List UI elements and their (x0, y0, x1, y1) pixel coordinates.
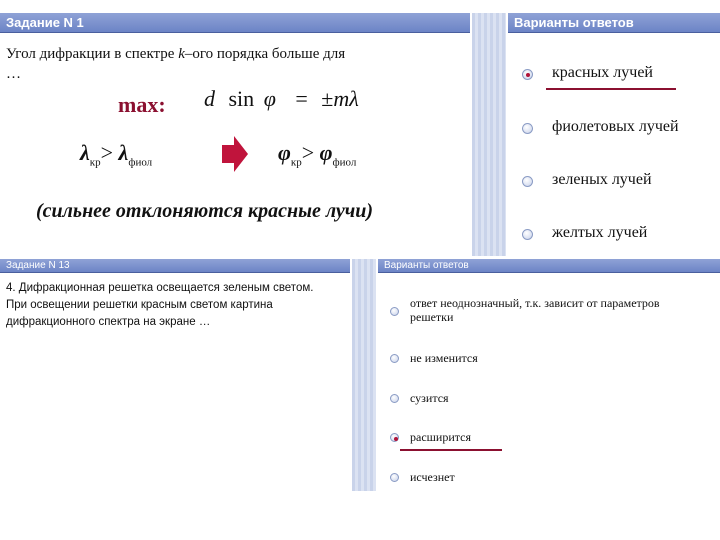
answer-option[interactable] (522, 224, 712, 248)
formula-eq: = (295, 86, 308, 111)
radio-button[interactable] (522, 176, 533, 187)
answer-label: не изменится (410, 351, 478, 365)
task13-question (6, 280, 346, 331)
answer-label-line: ответ неоднозначный, т.к. зависит от параметров (410, 296, 660, 310)
question-text-part1: Угол дифракции в спектре (6, 46, 179, 62)
selected-answer-underline (400, 449, 502, 451)
formula-sin: sin (228, 86, 255, 111)
task1-question (6, 44, 456, 84)
task1-header-title: Задание N 1 (6, 15, 84, 30)
radio-button[interactable] (522, 123, 533, 134)
task1-header (0, 13, 470, 33)
phi-fiol-symbol: φ (319, 140, 333, 165)
answer-option[interactable] (522, 64, 712, 88)
task13-divider-stripe (352, 259, 376, 491)
task13-header (0, 259, 350, 273)
formula-pm: ± (321, 86, 334, 111)
radio-button-selected[interactable] (522, 69, 533, 80)
phi-gt: > (301, 140, 315, 165)
answer-label: исчезнет (410, 470, 455, 484)
question-text-part2: –ого порядка больше для (184, 46, 346, 62)
radio-button[interactable] (390, 307, 399, 316)
max-label: max: (118, 92, 166, 117)
answer-label: расширится (410, 430, 471, 444)
radio-button[interactable] (390, 354, 399, 363)
answer-label: фиолетовых лучей (552, 118, 679, 135)
phi-kr-sub: кр (290, 156, 302, 169)
lambda-kr-symbol: λ (80, 140, 90, 165)
answer-option[interactable] (522, 171, 712, 195)
task1-answers-header-title: Варианты ответов (514, 15, 634, 30)
answer-label: сузится (410, 391, 449, 405)
answer-label-line: решетки (410, 310, 454, 324)
conclusion-text: (сильнее отклоняются красные лучи) (36, 200, 374, 222)
answer-option[interactable] (388, 350, 718, 368)
answer-option[interactable] (388, 469, 718, 487)
answer-option[interactable] (522, 118, 712, 142)
task13-answers-header (378, 259, 720, 273)
radio-button[interactable] (390, 473, 399, 482)
formula-phi: φ (263, 86, 276, 111)
answer-option[interactable] (388, 429, 718, 447)
phi-comparison (278, 140, 356, 168)
question-line: 4. Дифракционная решетка освещается зеленым светом. (6, 282, 314, 294)
arrow-right-icon (222, 136, 248, 172)
question-line: дифракционного спектра на экране … (6, 316, 211, 328)
radio-button[interactable] (390, 394, 399, 403)
task13-header-title: Задание N 13 (6, 260, 70, 271)
task1-answers-header (508, 13, 720, 33)
formula-lambda: λ (349, 86, 359, 111)
answer-option[interactable] (388, 390, 718, 408)
lambda-fiol-symbol: λ (118, 140, 129, 165)
answer-label: зеленых лучей (552, 171, 652, 188)
phi-fiol-sub: фиол (332, 156, 357, 169)
formula-m: m (333, 86, 350, 111)
grating-formula (204, 86, 359, 112)
lambda-kr-sub: кр (89, 156, 101, 169)
radio-button-selected[interactable] (390, 433, 399, 442)
formula-d: d (204, 86, 215, 111)
question-ellipsis: … (6, 66, 21, 82)
selected-answer-underline (546, 88, 676, 90)
task13-answers-header-title: Варианты ответов (384, 260, 469, 271)
answer-label (410, 296, 660, 324)
lambda-fiol-sub: фиол (128, 156, 153, 169)
question-k: k (178, 46, 185, 62)
lambda-comparison (80, 140, 152, 168)
lambda-gt: > (100, 140, 114, 165)
phi-kr-symbol: φ (278, 140, 291, 165)
answer-label: желтых лучей (552, 224, 648, 241)
radio-button[interactable] (522, 229, 533, 240)
answer-option[interactable] (388, 296, 718, 326)
question-line: При освещении решетки красным светом картина (6, 299, 273, 311)
answer-label: красных лучей (552, 64, 653, 81)
task1-divider-stripe (472, 13, 506, 256)
